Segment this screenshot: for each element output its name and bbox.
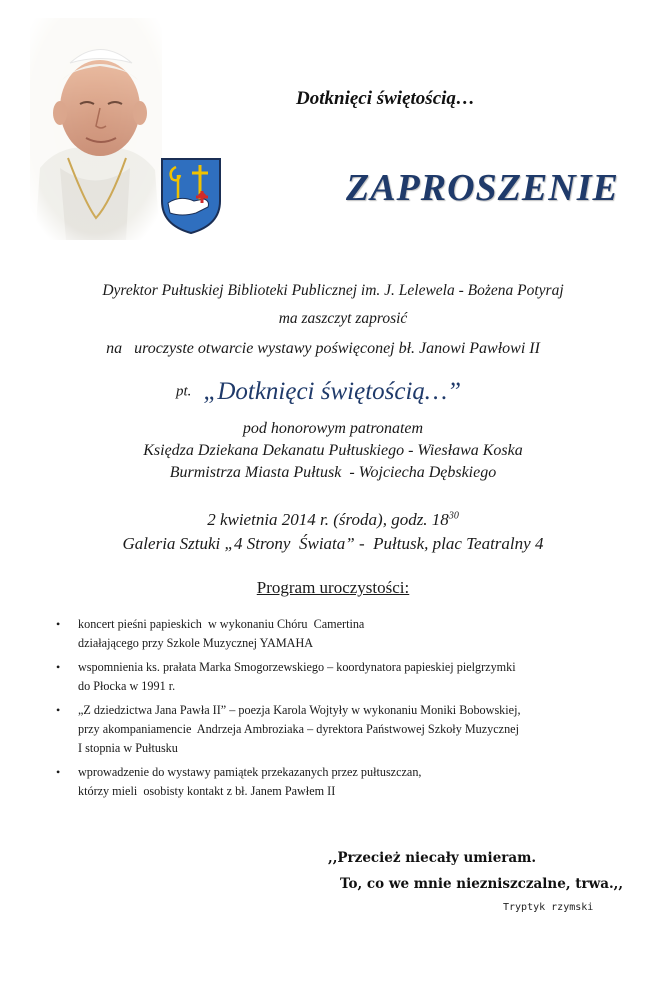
event-venue: Galeria Sztuki „4 Strony Świata” - Pułtusk, plac Teatralny 4 bbox=[122, 534, 544, 553]
bullet-icon: • bbox=[56, 765, 61, 779]
invitation-event-line: na uroczyste otwarcie wystawy poświęconej bł. Janowi Pawłowi II bbox=[106, 340, 540, 357]
bullet-icon: • bbox=[56, 703, 61, 717]
invitation-host-line: Dyrektor Pułtuskiej Biblioteki Publicznej im. J. Lelewela - Bożena Potyraj bbox=[102, 282, 564, 299]
coat-of-arms-emblem bbox=[158, 155, 224, 235]
header-tagline: Dotknięci świętością… bbox=[296, 88, 475, 109]
program-list bbox=[52, 615, 632, 806]
list-item bbox=[52, 658, 632, 696]
invitation-honor-line: ma zaszczyt zaprosić bbox=[278, 310, 408, 327]
program-item-line: przy akompaniamencie Andrzeja Ambroziaka – dyrektora Państwowej Szkoły Muzycznej bbox=[78, 722, 519, 736]
program-item-line: którzy mieli osobisty kontakt z bł. Janem Pawłem II bbox=[78, 784, 336, 798]
quote-line-2: To, co we mnie niezniszczalne, trwa.,, bbox=[340, 876, 624, 892]
program-item-line: koncert pieśni papieskich w wykonaniu Chóru Camertina bbox=[78, 617, 365, 631]
quote-line-1: ,,Przecież niecały umieram. bbox=[328, 850, 537, 866]
bullet-icon: • bbox=[56, 617, 61, 631]
program-item-line: działającego przy Szkole Muzycznej YAMAHA bbox=[78, 636, 314, 650]
list-item bbox=[52, 763, 632, 801]
patron-mayor: Burmistrza Miasta Pułtusk - Wojciecha Dębskiego bbox=[169, 464, 497, 481]
patron-dean: Księdza Dziekana Dekanatu Pułtuskiego - Wiesława Koska bbox=[143, 442, 523, 459]
exhibition-name: „Dotknięci świętością…” bbox=[203, 378, 462, 405]
program-heading: Program uroczystości: bbox=[256, 578, 410, 597]
pope-portrait bbox=[30, 18, 162, 240]
program-item-line: „Z dziedzictwa Jana Pawła II” – poezja Karola Wojtyły w wykonaniu Moniki Bobowskiej, bbox=[78, 703, 521, 717]
invitation-title: ZAPROSZENIE bbox=[346, 167, 619, 209]
quote-source: Tryptyk rzymski bbox=[503, 902, 594, 913]
patronage-label: pod honorowym patronatem bbox=[242, 420, 424, 437]
program-item-line: wspomnienia ks. prałata Marka Smogorzewskiego – koordynatora papieskiej pielgrzymki bbox=[78, 660, 516, 674]
event-date bbox=[0, 510, 666, 530]
event-time-minutes: 30 bbox=[448, 510, 459, 522]
pt-label: pt. bbox=[176, 383, 192, 400]
program-item-line: do Płocka w 1991 r. bbox=[78, 679, 176, 693]
program-item-line: I stopnia w Pułtusku bbox=[78, 741, 178, 755]
exhibition-title-row bbox=[176, 378, 461, 406]
list-item bbox=[52, 615, 632, 653]
list-item bbox=[52, 701, 632, 758]
program-item-line: wprowadzenie do wystawy pamiątek przekazanych przez pułtuszczan, bbox=[78, 765, 422, 779]
bullet-icon: • bbox=[56, 660, 61, 674]
event-date-text: 2 kwietnia 2014 r. (środa), godz. 18 bbox=[207, 510, 449, 529]
